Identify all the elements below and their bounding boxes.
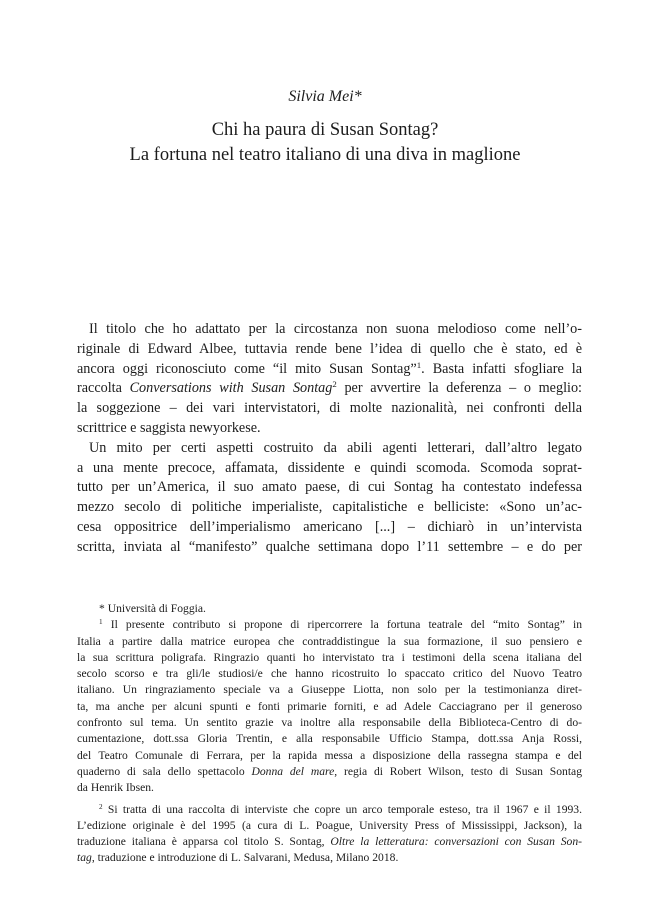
text-span: , regia di Robert Wilson, testo di Susan Sontag: [334, 764, 582, 778]
text-line: tutto per un’America, il suo amato paese, di cui Sontag ha contestato indefessa: [77, 479, 582, 496]
footnote-line: secolo scorso e tra gli/le studiosi/e che hanno ricostruito lo spaccato critico del Nuovo Teatro: [77, 667, 582, 681]
title-line: Chi ha paura di Susan Sontag?: [211, 120, 439, 140]
footnote-line: [77, 850, 582, 866]
subtitle-line: La fortuna nel teatro italiano di una diva in maglione: [129, 145, 521, 165]
footnote-number: 2: [99, 802, 103, 811]
book-title: tag: [77, 851, 92, 865]
footnote-line: L’edizione originale è del 1995 (a cura di L. Poague, University Press of Mississippi, Jackson), la: [77, 818, 582, 832]
footnote-line: da Henrik Ibsen.: [77, 781, 154, 795]
text-line: mezzo secolo di politiche imperialiste, capitalistiche e belliciste: «Sono un’ac-: [77, 499, 582, 516]
footnote-line: [77, 834, 582, 850]
footnotes: [77, 601, 582, 867]
text-span: Si tratta di una raccolta di interviste che copre un arco temporale esteso, tra il 1967 e il 1993.: [102, 802, 582, 816]
text-line: a una mente precoce, affamata, dissidente e quindi scomoda. Scomoda soprat-: [77, 459, 582, 476]
text-line: [77, 360, 582, 380]
text-span: ancora oggi riconosciuto come “il mito Susan Sontag”: [77, 360, 417, 377]
chapter-title: [0, 118, 650, 168]
footnote-line: [77, 802, 582, 818]
text-span: per avvertire la deferenza – o meglio:: [336, 380, 582, 397]
text-span: Il presente contributo si propone di ripercorrere la fortuna teatrale del “mito Sontag” in: [102, 618, 582, 632]
book-title: Oltre la letteratura: conversazioni con Susan Son-: [330, 835, 582, 849]
footnote-line: Italia a partire dalla matrice europea che contraddistingue la sua formazione, il suo pensiero e: [77, 634, 582, 648]
text-line: riginale di Edward Albee, tuttavia rende bene l’idea di quello che è stato, ed è: [77, 340, 582, 357]
footnote-line: italiano. Un ringraziamento speciale va a Giuseppe Liotta, non solo per la testimonianza diret-: [77, 683, 582, 697]
text-line: Un mito per certi aspetti costruito da abili agenti letterari, dall’altro legato: [89, 439, 582, 456]
text-line: cesa oppositrice dell’imperialismo americano [...] – dichiarò in un’intervista: [77, 518, 582, 535]
text-line: scritta, inviata al “manifesto” qualche settimana dopo l’11 settembre – e do per: [77, 538, 582, 555]
text-line: la soggezione – dei vari intervistatori, di molte nazionalità, nei confronti della: [77, 400, 582, 417]
body-text: [77, 320, 582, 558]
footnote-line: [77, 764, 582, 780]
footnote-line: ta, ma anche per alcuni spunti e fonti primarie forniti, e ad Adele Cacciagrano per il generoso: [77, 699, 582, 713]
text-span: quaderno di sala dello spettacolo: [77, 764, 252, 778]
footnote-line: cumentazione, dott.ssa Gloria Trentin, e alla responsabile Ufficio Stampa, dott.ssa Anja Rossi,: [77, 732, 582, 746]
author-name: Silvia Mei*: [288, 88, 362, 105]
text-span: , traduzione e introduzione di L. Salvarani, Medusa, Milano 2018.: [91, 851, 399, 865]
footnote-line: la sua scrittura poligrafa. Ringrazio quanti ho intervistato tra i testimoni della scena italiana del: [77, 650, 582, 664]
footnote-affiliation: * Università di Foggia.: [99, 602, 206, 615]
footnote-line: confronto sul tema. Un sentito grazie va inoltre alla responsabile della Biblioteca-Centro di do-: [77, 716, 582, 730]
text-span: raccolta: [77, 380, 130, 397]
text-line: scrittrice e saggista newyorkese.: [77, 419, 261, 436]
text-span: traduzione italiana è apparsa col titolo S. Sontag,: [77, 835, 331, 849]
text-line: [77, 379, 582, 399]
text-span: . Basta infatti sfogliare la: [421, 360, 582, 377]
footnote-line: del Teatro Comunale di Ferrara, per la rapida messa a disposizione della rassegna stampa e del: [77, 748, 582, 762]
footnote-line: [77, 617, 582, 633]
footnote-number: 1: [99, 618, 103, 627]
text-line: Il titolo che ho adattato per la circostanza non suona melodioso come nell’o-: [89, 321, 582, 337]
footnote-ref: 2: [332, 379, 337, 390]
footnote-ref: 1: [416, 359, 422, 370]
book-title: Conversations with Susan Sontag: [129, 380, 333, 397]
play-title: Donna del mare: [251, 764, 335, 778]
